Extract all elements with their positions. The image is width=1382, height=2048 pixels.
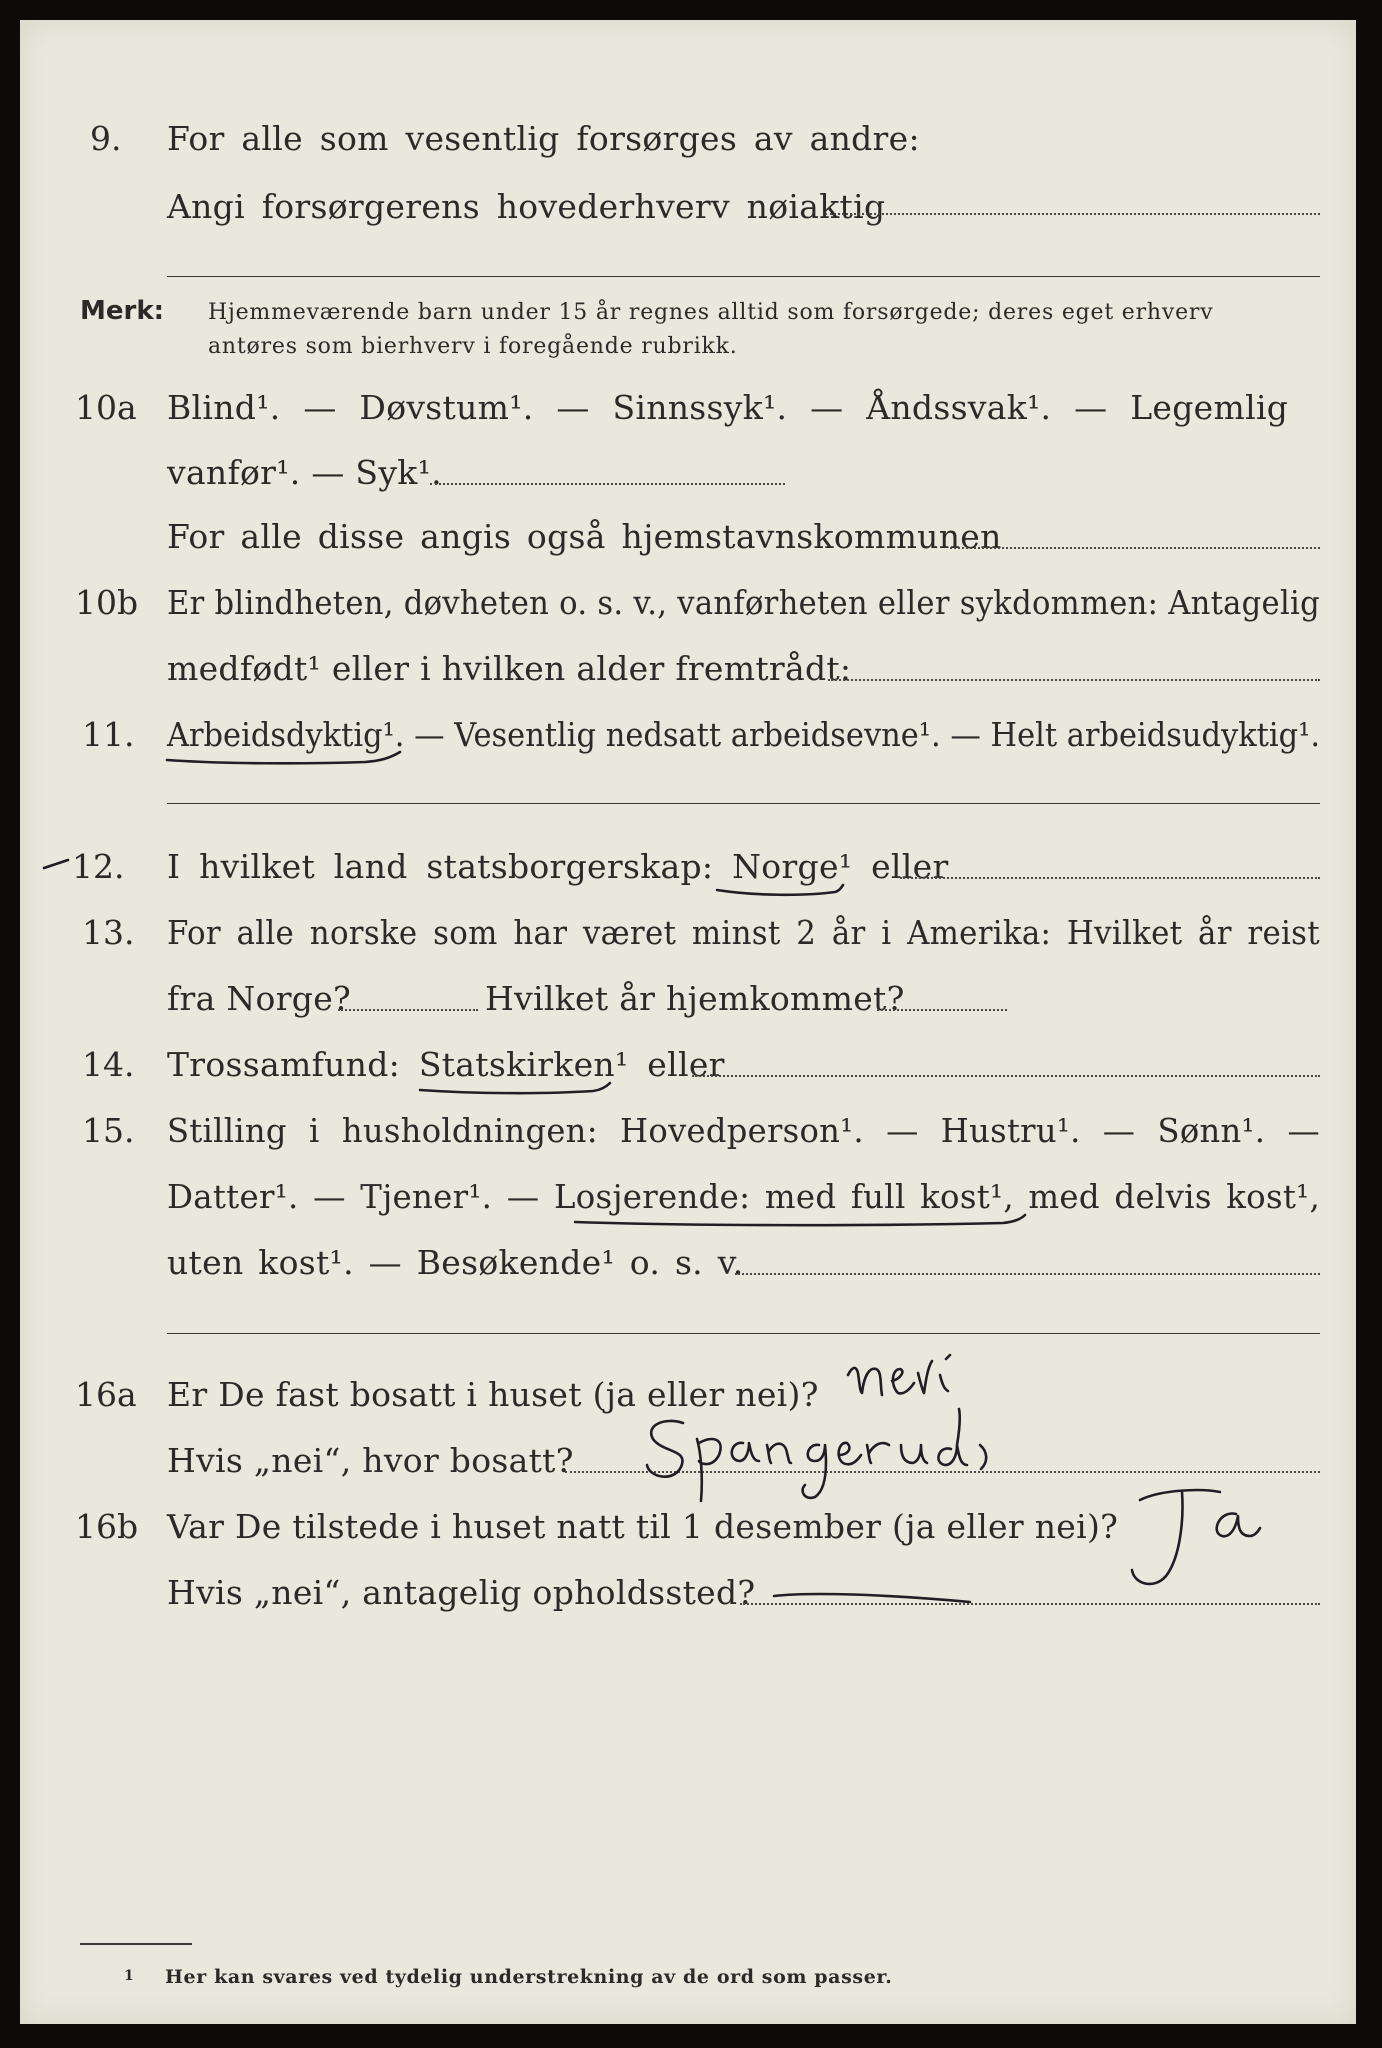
footnote-text: Her kan svares ved tydelig understrekning av de ord som passer. [165,1966,893,1988]
q11-answer-line[interactable] [167,803,1320,804]
q16b-dash-mark [770,1588,980,1608]
q9-answer-line[interactable] [167,276,1320,277]
merk-label: Merk: [80,296,165,326]
q10a-line1: Blind¹. — Døvstum¹. — Sinnssyk¹. — Åndssvak¹. — Legemlig [167,388,1289,427]
q12-underline-mark [715,884,845,902]
q9-number: 9. [90,119,122,158]
q15-line2: Datter¹. — Tjener¹. — Losjerende: med full kost¹, med delvis kost¹, [167,1177,1321,1216]
q16a-answer1-handwriting [840,1345,990,1405]
q15-line3: uten kost¹. — Besøkende¹ o. s. v. [167,1243,744,1282]
q10b-line2: medfødt¹ eller i hvilken alder fremtrådt: [167,649,852,688]
q10b-line1: Er blindheten, døvheten o. s. v., vanførheten eller sykdommen: Antagelig [167,583,1320,622]
q16a-number: 16a [75,1375,137,1414]
q16b-number: 16b [75,1507,139,1546]
q12-answer-field[interactable] [900,877,1320,879]
q15-answer-field[interactable] [735,1273,1320,1275]
q16a-answer2-handwriting [635,1405,1035,1515]
q14-underline-mark [418,1082,618,1102]
footnote-mark: 1 [124,1968,135,1984]
q12-number: 12. [72,847,125,886]
q12-line1: I hvilket land statsborgerskap: Norge¹ eller [167,847,949,886]
q12-margin-mark [42,858,72,870]
q10b-answer-field[interactable] [828,679,1320,681]
q15-line1: Stilling i husholdningen: Hovedperson¹. — Hustru¹. — Sønn¹. — [167,1111,1320,1150]
q16a-line1: Er De fast bosatt i huset (ja eller nei)? [167,1375,819,1414]
q11-number: 11. [82,715,135,754]
q13-number: 13. [82,913,135,952]
q10a-number: 10a [75,388,137,427]
q13-line2a: fra Norge? [167,979,352,1018]
q13-line1: For alle norske som har været minst 2 år i Amerika: Hvilket år reist [167,913,1320,952]
q14-answer-field[interactable] [692,1075,1320,1077]
q15-number: 15. [82,1111,135,1150]
q10a-syk-field[interactable] [430,483,785,485]
q10a-kommune-field[interactable] [950,547,1320,549]
q10a-line3: For alle disse angis også hjemstavnskommunen [167,517,1002,556]
q14-number: 14. [82,1045,135,1084]
q10b-number: 10b [75,583,139,622]
q15-underline-mark [573,1214,1033,1234]
q9-answer-field[interactable] [825,213,1320,215]
footnote-rule [80,1943,192,1945]
census-form-sheet [20,20,1356,2024]
q16a-line2: Hvis „nei“, hvor bosatt? [167,1441,574,1480]
q9-line2: Angi forsørgerens hovederhverv nøiaktig [167,187,886,226]
q15-answer-line[interactable] [167,1333,1320,1334]
q14-line1: Trossamfund: Statskirken¹ eller [167,1045,725,1084]
q16b-line1: Var De tilstede i huset natt til 1 desember (ja eller nei)? [167,1507,1119,1546]
q11-line1: Arbeidsdyktig¹. — Vesentlig nedsatt arbeidsevne¹. — Helt arbeidsudyktig¹. [167,715,1321,754]
q13-line2b: Hvilket år hjemkommet? [485,979,905,1018]
q13-reist-field[interactable] [338,1009,478,1011]
merk-line2: antøres som bierhverv i foregående rubrikk. [208,334,738,359]
q16b-line2: Hvis „nei“, antagelig opholdssted? [167,1573,756,1612]
merk-line1: Hjemmeværende barn under 15 år regnes alltid som forsørgede; deres eget erhverv [208,300,1214,325]
q11-underline-mark [165,752,405,772]
q10a-line2: vanfør¹. — Syk¹. [167,453,442,492]
q9-line1: For alle som vesentlig forsørges av andre: [167,119,920,158]
q13-hjemkommet-field[interactable] [877,1009,1007,1011]
q16b-answer1-handwriting [1110,1480,1270,1600]
